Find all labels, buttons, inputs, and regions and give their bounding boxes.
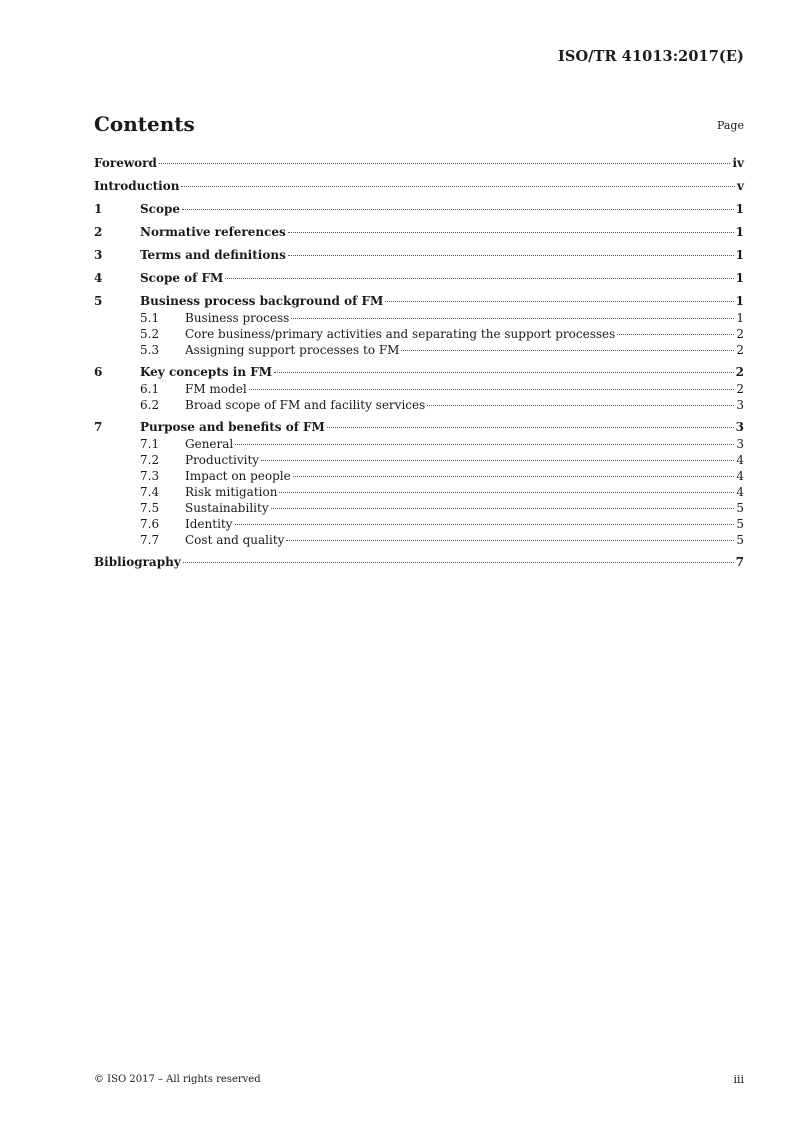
toc-entry-title: Foreword: [94, 156, 157, 170]
dot-leader: [385, 301, 733, 302]
toc-entry-title: Bibliography: [94, 555, 181, 569]
toc-entry-subclause[interactable]: [94, 484, 744, 500]
table-of-contents: [94, 155, 744, 577]
subclause-number: 5.2: [140, 327, 160, 341]
page-number: iii: [733, 1073, 744, 1086]
dot-leader: [235, 444, 734, 445]
toc-entry-clause[interactable]: [94, 224, 744, 241]
dot-leader: [288, 255, 734, 256]
toc-entry-subclause[interactable]: [94, 326, 744, 342]
toc-group-clause-4: [94, 270, 744, 287]
toc-group-clause-5: [94, 293, 744, 358]
toc-entry-page: 3: [736, 398, 744, 412]
toc-entry-page: 1: [736, 311, 744, 325]
subclause-number: 7.4: [140, 485, 160, 499]
toc-entry-page: v: [737, 179, 744, 193]
dot-leader: [401, 350, 734, 351]
toc-group-foreword: [94, 155, 744, 172]
subclause-number: 6.2: [140, 398, 160, 412]
toc-entry-page: 1: [735, 202, 744, 216]
toc-entry-title: Purpose and benefits of FM: [140, 420, 325, 434]
toc-entry-title: Productivity: [185, 453, 260, 467]
dot-leader: [249, 389, 735, 390]
toc-entry-subclause[interactable]: [94, 500, 744, 516]
toc-group-bibliography: [94, 554, 744, 571]
toc-group-clause-2: [94, 224, 744, 241]
clause-number: 5: [94, 294, 103, 308]
document-id: ISO/TR 41013:2017(E): [558, 48, 744, 65]
toc-entry-title: Scope of FM: [140, 271, 224, 285]
toc-entry-subclause[interactable]: [94, 532, 744, 548]
toc-entry-page: 4: [736, 485, 744, 499]
toc-entry-clause[interactable]: [94, 247, 744, 264]
dot-leader: [291, 318, 734, 319]
dot-leader: [286, 540, 734, 541]
toc-group-introduction: [94, 178, 744, 195]
toc-entry-page: 4: [736, 453, 744, 467]
toc-entry-title: Risk mitigation: [185, 485, 278, 499]
toc-entry-bibliography[interactable]: [94, 554, 744, 571]
toc-entry-page: iv: [732, 156, 744, 170]
toc-entry-title: Terms and definitions: [140, 248, 286, 262]
toc-entry-page: 2: [736, 327, 744, 341]
clause-number: 2: [94, 225, 103, 239]
toc-entry-foreword[interactable]: [94, 155, 744, 172]
toc-entry-page: 3: [736, 437, 744, 451]
subclause-number: 5.3: [140, 343, 160, 357]
toc-entry-title: Broad scope of FM and facility services: [185, 398, 426, 412]
clause-number: 1: [94, 202, 103, 216]
dot-leader: [183, 562, 734, 563]
toc-entry-page: 1: [735, 225, 744, 239]
copyright-notice: © ISO 2017 – All rights reserved: [94, 1074, 261, 1085]
toc-entry-subclause[interactable]: [94, 342, 744, 358]
toc-group-clause-7: [94, 419, 744, 548]
toc-entry-subclause[interactable]: [94, 397, 744, 413]
subclause-number: 6.1: [140, 382, 160, 396]
toc-entry-page: 7: [735, 555, 744, 569]
toc-entry-page: 1: [735, 294, 744, 308]
page-column-label: Page: [716, 119, 744, 132]
toc-entry-page: 2: [736, 382, 744, 396]
toc-entry-clause[interactable]: [94, 201, 744, 218]
toc-group-clause-1: [94, 201, 744, 218]
toc-entry-title: Sustainability: [185, 501, 269, 515]
toc-group-clause-3: [94, 247, 744, 264]
toc-entry-title: FM model: [185, 382, 247, 396]
subclause-number: 7.5: [140, 501, 160, 515]
clause-number: 3: [94, 248, 103, 262]
dot-leader: [225, 278, 733, 279]
toc-entry-clause[interactable]: [94, 293, 744, 310]
dot-leader: [261, 460, 734, 461]
toc-entry-page: 1: [735, 271, 744, 285]
toc-group-clause-6: [94, 364, 744, 413]
dot-leader: [182, 209, 734, 210]
toc-entry-title: Business process background of FM: [140, 294, 384, 308]
toc-entry-subclause[interactable]: [94, 310, 744, 326]
toc-entry-page: 1: [735, 248, 744, 262]
toc-entry-title: Cost and quality: [185, 533, 285, 547]
dot-leader: [159, 163, 731, 164]
toc-entry-title: Business process: [185, 311, 290, 325]
toc-entry-title: Normative references: [140, 225, 286, 239]
dot-leader: [279, 492, 734, 493]
contents-heading: Contents: [94, 112, 195, 136]
toc-entry-clause[interactable]: [94, 419, 744, 436]
toc-entry-introduction[interactable]: [94, 178, 744, 195]
toc-entry-clause[interactable]: [94, 270, 744, 287]
subclause-number: 7.3: [140, 469, 160, 483]
toc-entry-page: 2: [735, 365, 744, 379]
dot-leader: [235, 524, 735, 525]
toc-entry-subclause[interactable]: [94, 516, 744, 532]
toc-entry-title: Key concepts in FM: [140, 365, 273, 379]
clause-number: 6: [94, 365, 103, 379]
toc-entry-subclause[interactable]: [94, 381, 744, 397]
dot-leader: [181, 186, 735, 187]
subclause-number: 7.1: [140, 437, 160, 451]
toc-entry-page: 4: [736, 469, 744, 483]
clause-number: 4: [94, 271, 103, 285]
dot-leader: [617, 334, 734, 335]
dot-leader: [271, 508, 735, 509]
subclause-number: 5.1: [140, 311, 160, 325]
toc-entry-title: General: [185, 437, 234, 451]
dot-leader: [427, 405, 734, 406]
toc-entry-page: 5: [736, 517, 744, 531]
toc-entry-clause[interactable]: [94, 364, 744, 381]
toc-entry-subclause[interactable]: [94, 468, 744, 484]
toc-entry-title: Scope: [140, 202, 181, 216]
toc-entry-title: Introduction: [94, 179, 180, 193]
dot-leader: [293, 476, 735, 477]
toc-entry-title: Impact on people: [185, 469, 291, 483]
toc-entry-subclause[interactable]: [94, 452, 744, 468]
toc-entry-subclause[interactable]: [94, 436, 744, 452]
subclause-number: 7.7: [140, 533, 160, 547]
toc-entry-title: Assigning support processes to FM: [185, 343, 400, 357]
subclause-number: 7.2: [140, 453, 160, 467]
dot-leader: [288, 232, 734, 233]
toc-entry-page: 5: [736, 533, 744, 547]
dot-leader: [327, 427, 734, 428]
toc-entry-page: 5: [736, 501, 744, 515]
toc-entry-title: Identity: [185, 517, 233, 531]
clause-number: 7: [94, 420, 103, 434]
toc-entry-page: 3: [735, 420, 744, 434]
toc-entry-page: 2: [736, 343, 744, 357]
toc-entry-title: Core business/primary activities and separating the support processes: [185, 327, 616, 341]
dot-leader: [274, 372, 734, 373]
subclause-number: 7.6: [140, 517, 160, 531]
